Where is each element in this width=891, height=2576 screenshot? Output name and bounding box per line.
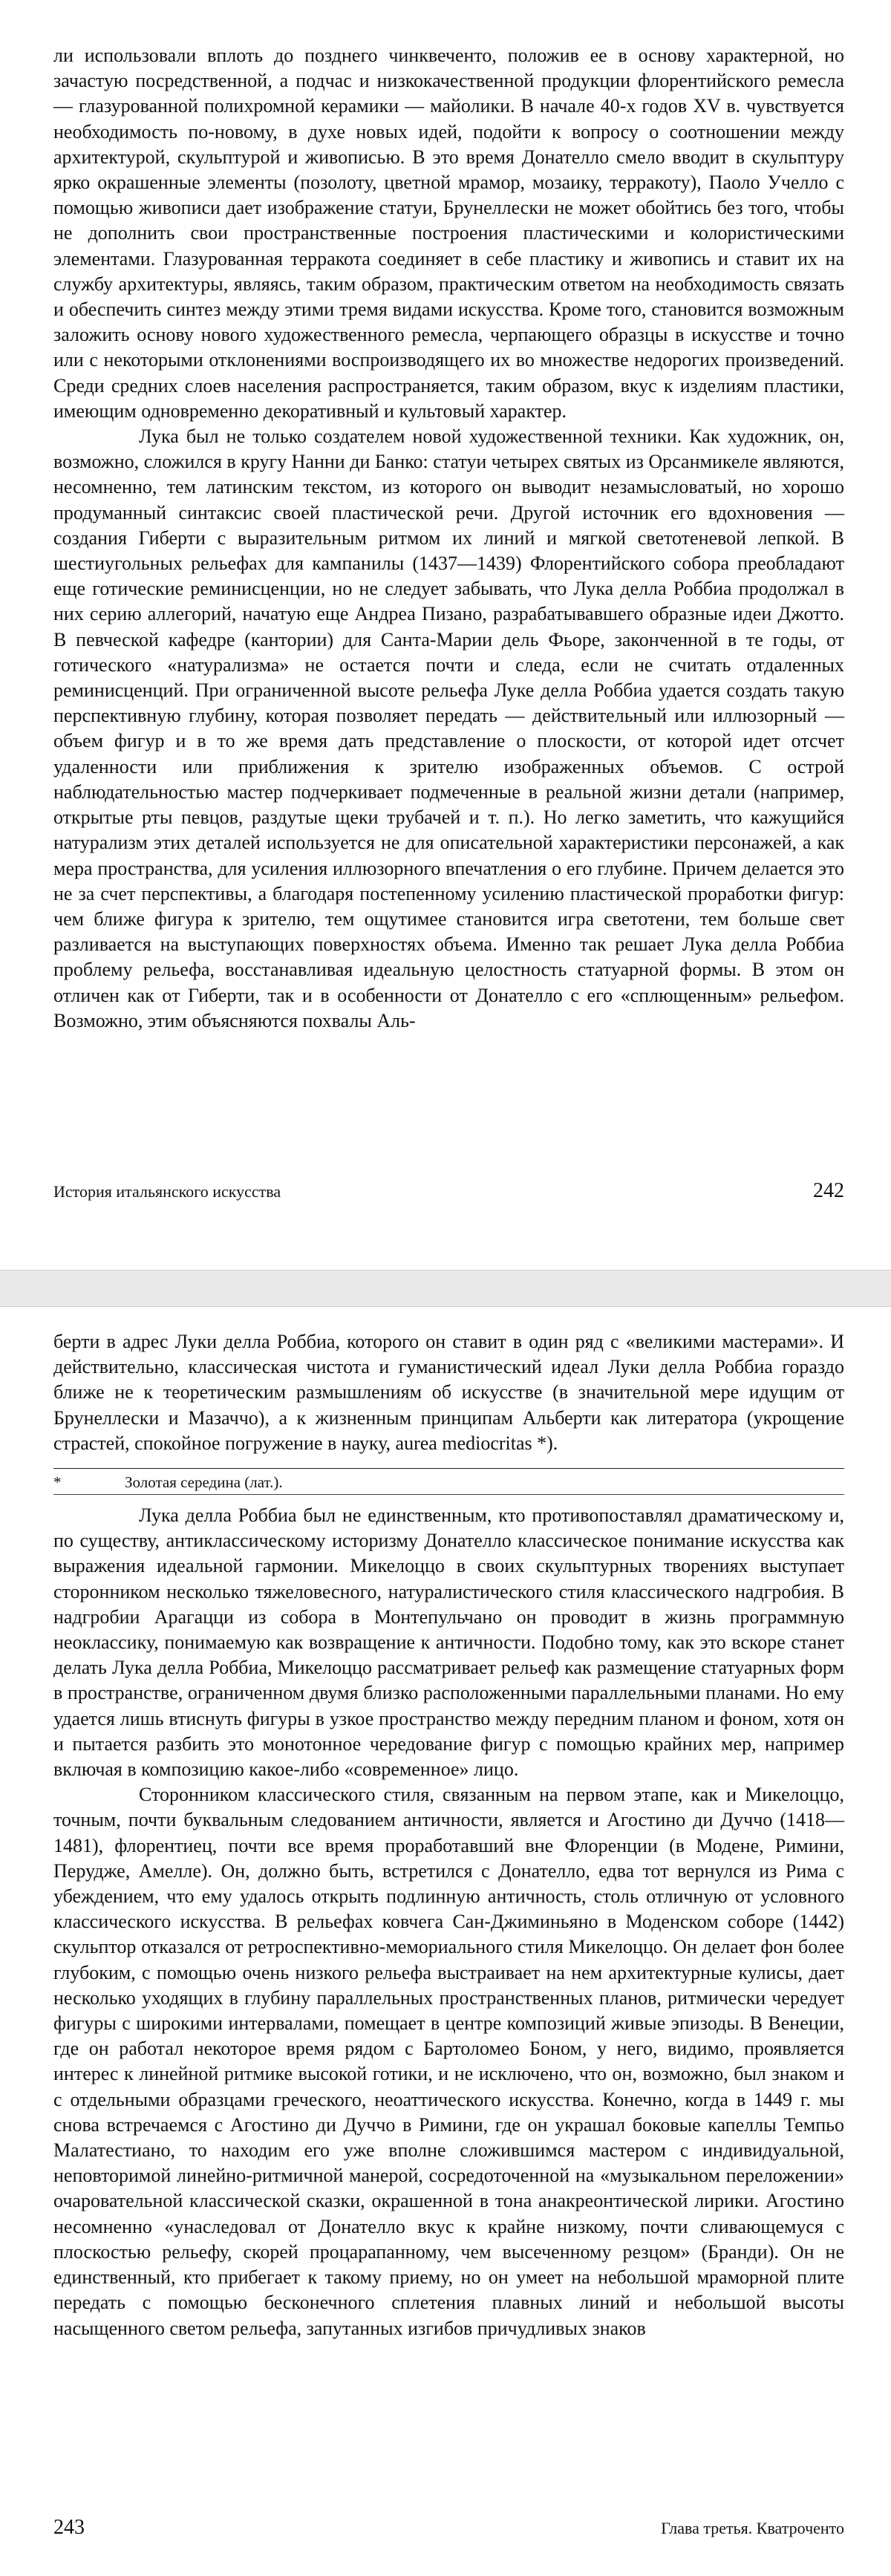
footnote-text: Золотая середина (лат.). — [125, 1473, 283, 1491]
paragraph: ли использовали вплоть до позднего чинквеченто, положив ее в основу характерной, но зачастую посредственной, а подчас и низкокачественной продукции флорентийского ремесла — глазурованной полихромной керамики — майолики. В начале 40-х годов XV в. чувствуется необходимость по-новому, в духе новых идей, подойти к вопросу о соотношении между архитектурой, скульптурой и живописью. В это время Донателло смело вводит в скульптуру ярко окрашенные элементы (позолоту, цветной мрамор, мозаику, терракоту), Паоло Учелло с помощью живописи дает изображение статуи, Брунеллески не может обойтись без того, чтобы не дополнить свои пространственные построения пластическими и колористическими элементами. Глазурованная терракота соединяет в себе пластику и живопись и ставит их на службу архитектуры, являясь, таким образом, практическим ответом на необходимость связать и обеспечить синтез между этими тремя видами искусства. Кроме того, становится возможным заложить основу нового художественного ремесла, черпающего образцы в искусстве и точно или с некоторыми отклонениями воспроизводящего их во множестве недорогих произведений. Среди средних слоев населения распространяется, таким образом, вкус к изделиям пластики, имеющим одновременно декоративный и культовый характер. — [53, 45, 844, 422]
footnote — [53, 1472, 844, 1493]
carryover-text — [53, 1329, 844, 1456]
running-footer — [53, 2516, 844, 2540]
page-separator — [0, 1270, 891, 1307]
page-242-body — [53, 43, 844, 1034]
paragraph: берти в адрес Луки делла Роббиа, которого он ставит в один ряд с «великими мастерами». И действительно, классическая чистота и гуманистический идеал Луки делла Роббиа гораздо ближе не к теоретическим размышлениям об искусстве (в значительной мере идущим от Брунеллески и Мазаччо), а к жизненным принципам Альберти как литератора (укрощение страстей, спокойное погружение в науку, aurea mediocritas *). — [53, 1331, 844, 1454]
paragraph: Лука делла Роббиа был не единственным, кто противопоставлял драматическому и, по существу, антиклассическому историзму Донателло классическое понимание искусства как выражения идеальной гармонии. Микелоццо в своих скульптурных творениях выступает сторонником несколько тяжеловесного, натуралистического стиля классического надгробия. В надгробии Арагацци из собора в Монтепульчано он проводит в жизнь программную неоклассику, понимаемую как возвращение к античности. Подобно тому, как это вскоре станет делать Лука делла Роббиа, Микелоццо рассматривает рельеф как размещение статуарных форм в пространстве, ограниченном двумя близко расположенными параллельными планами. Но ему удается лишь втиснуть фигуры в узкое пространство между передним планом и фоном, хотя он и пытается разбить это монотонное чередование фигур с помощью крайних мер, например включая в композицию какое-либо «современное» лицо. — [53, 1504, 844, 1781]
running-head: Глава третья. Кватроченто — [661, 2519, 844, 2537]
footnote-mark: * — [53, 1473, 62, 1491]
running-footer — [53, 1179, 844, 1203]
running-head: История итальянского искусства — [53, 1182, 281, 1201]
page-243 — [0, 1307, 891, 2576]
page-243-body — [53, 1503, 844, 2341]
footnote-rule — [53, 1468, 844, 1469]
page-242 — [0, 0, 891, 1270]
paragraph: Лука был не только создателем новой художественной техники. Как художник, он, возможно, сложился в кругу Нанни ди Банко: статуи четырех святых из Орсанмикеле являются, несомненно, тем латинским текстом, из которого он выводит незамысловатый, но хорошо продуманный синтаксис своей пластической речи. Другой источник его вдохновения — создания Гиберти с выразительным ритмом их линий и мягкой светотеневой лепкой. В шестиугольных рельефах для кампанилы (1437—1439) Флорентийского собора преобладают еще готические реминисценции, но не следует забывать, что Лука делла Роббиа продолжал в них серию аллегорий, начатую еще Андреа Пизано, разрабатывавшего образные идеи Джотто. В певческой кафедре (кантории) для Санта-Марии дель Фьоре, законченной в те годы, от готического «натурализма» не остается почти и следа, если не считать отдаленных реминисценций. При ограниченной высоте рельефа Луке делла Роббиа удается создать такую перспективную глубину, которая позволяет передать — действительный или иллюзорный — объем фигур и в то же время дать представление о плоскости, от которой идет отсчет удаленности или приближения к зрителю изображенных объемов. С острой наблюдательностью мастер подчеркивает подмеченные в реальной жизни детали (например, открытые рты певцов, раздутые щеки трубачей и т. п.). Но легко заметить, что кажущийся натурализм этих деталей используется не для описательной характеристики персонажей, а как мера пространства, для усиления иллюзорного впечатления о его глубине. Причем делается это не за счет перспективы, а благодаря постепенному усилению пластической проработки фигур: чем ближе фигура к зрителю, тем ощутимее становится игра светотени, тем больше свет разливается на выступающих поверхностях объема. Именно так решает Лука делла Роббиа проблему рельефа, восстанавливая идеальную целостность статуарной формы. В этом он отличен как от Гиберти, так и в особенности от Донателло с его «сплющенным» рельефом. Возможно, этим объясняются похвалы Аль- — [53, 425, 844, 1031]
page-number: 242 — [813, 1179, 844, 1202]
footnote-rule-bottom — [53, 1494, 844, 1495]
paragraph: Сторонником классического стиля, связанным на первом этапе, как и Микелоццо, точным, почти буквальным следованием античности, является и Агостино ди Дуччо (1418—1481), флорентиец, почти все время проработавший вне Флоренции (в Модене, Римини, Перудже, Амелле). Он, должно быть, встретился с Донателло, едва тот вернулся из Рима с убеждением, что ему удалось открыть подлинную античность, столь отличную от условного классического искусства. В рельефах ковчега Сан-Джиминьяно в Моденском соборе (1442) скульптор отказался от ретроспективно-мемориального стиля Микелоццо. Он делает фон более глубоким, с помощью очень низкого рельефа выстраивает на нем архитектурные кулисы, дает несколько уходящих в глубину параллельных пространственных планов, ритмически чередует фигуры с широкими интервалами, помещает в центре композиций живые эпизоды. В Венеции, где он работал некоторое время рядом с Бартоломео Боном, у него, видимо, проявляется интерес к линейной ритмике высокой готики, и не исключено, что он, возможно, был знаком и с отдельными образцами греческого, неоаттического искусства. Конечно, когда в 1449 г. мы снова встречаемся с Агостино ди Дуччо в Римини, где он украшал боковые капеллы Темпьо Малатестиано, то находим его уже вполне сложившимся мастером с индивидуальной, неповторимой линейно-ритмичной манерой, сосредоточенной на «музыкальном переложении» очаровательной классической сказки, окрашенной в тона анакреонтической лирики. Агостино несомненно «унаследовал от Донателло вкус к крайне низкому, почти сливающемуся с плоскостью рельефу, скорей процарапанному, чем высеченному резцом» (Бранди). Он не единственный, кто прибегает к такому приему, но он умеет на небольшой мраморной плите передать с помощью бесконечного сплетения плавных линий и небольшой высоты насыщенного светом рельефа, запутанных изгибов причудливых знаков — [53, 1784, 844, 2339]
page-number: 243 — [53, 2516, 85, 2539]
